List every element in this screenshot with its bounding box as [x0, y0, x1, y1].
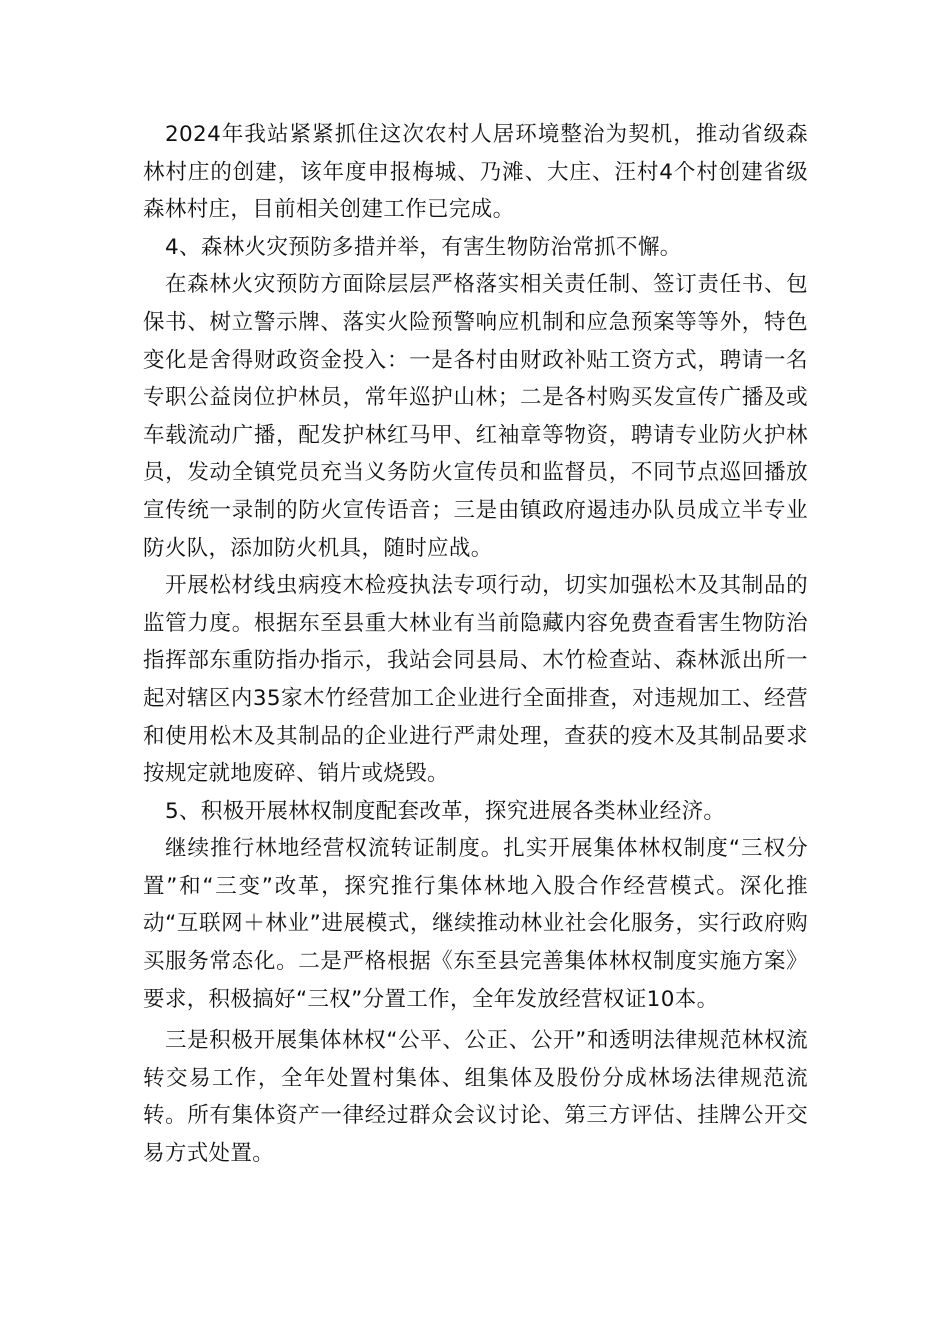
section-heading-fire-prevention: 4、森林火灾预防多措并举，有害生物防治常抓不懈。	[165, 234, 682, 260]
paragraph-forest-village: 2024年我站紧紧抓住这次农村人居环境整治为契机，推动省级森林村庄的创建，该年度申报梅城、乃滩、大庄、汪村4个村创建省级森林村庄，目前相关创建工作已完成。	[143, 122, 808, 223]
section-heading-forest-rights-reform: 5、积极开展林权制度配套改革，探究进展各类林业经济。	[165, 798, 726, 824]
paragraph-forest-rights-reform: 继续推行林地经营权流转证制度。扎实开展集体林权制度“三权分置”和“三变”改革，探究推行集体林地入股合作经营模式。深化推动“互联网＋林业”进展模式，继续推动林业社会化服务，实行政府购买服务常态化。二是严格根据《东至县完善集体林权制度实施方案》要求，积极搞好“三权”分置工作，全年发放经营权证10本。	[143, 836, 808, 1012]
paragraph-pine-wilt-inspection: 开展松材线虫病疫木检疫执法专项行动，切实加强松木及其制品的监管力度。根据东至县重大林业有当前隐藏内容免费查看害生物防治指挥部东重防指办指示，我站会同县局、木竹检查站、森林派出所一起对辖区内35家木竹经营加工企业进行全面排查，对违规加工、经营和使用松木及其制品的企业进行严肃处理，查获的疫木及其制品要求按规定就地废碎、销片或烧毁。	[143, 573, 808, 787]
paragraph-fire-prevention: 在森林火灾预防方面除层层严格落实相关责任制、签订责任书、包保书、树立警示牌、落实火险预警响应机制和应急预案等等外，特色变化是舍得财政资金投入：一是各村由财政补贴工资方式，聘请一名专职公益岗位护林员，常年巡护山林；二是各村购买发宣传广播及或车载流动广播，配发护林红马甲、红袖章等物资，聘请专业防火护林员，发动全镇党员充当义务防火宣传员和监督员，不同节点巡回播放宣传统一录制的防火宣传语音；三是由镇政府遏违办队员成立半专业防火队，添加防火机具，随时应战。	[143, 272, 808, 561]
document-body	[143, 116, 808, 1173]
paragraph-forest-rights-transfer: 三是积极开展集体林权“公平、公正、公开”和透明法律规范林权流转交易工作，全年处置村集体、组集体及股份分成林场法律规范流转。所有集体资产一律经过群众会议讨论、第三方评估、挂牌公开交易方式处置。	[143, 1028, 808, 1167]
